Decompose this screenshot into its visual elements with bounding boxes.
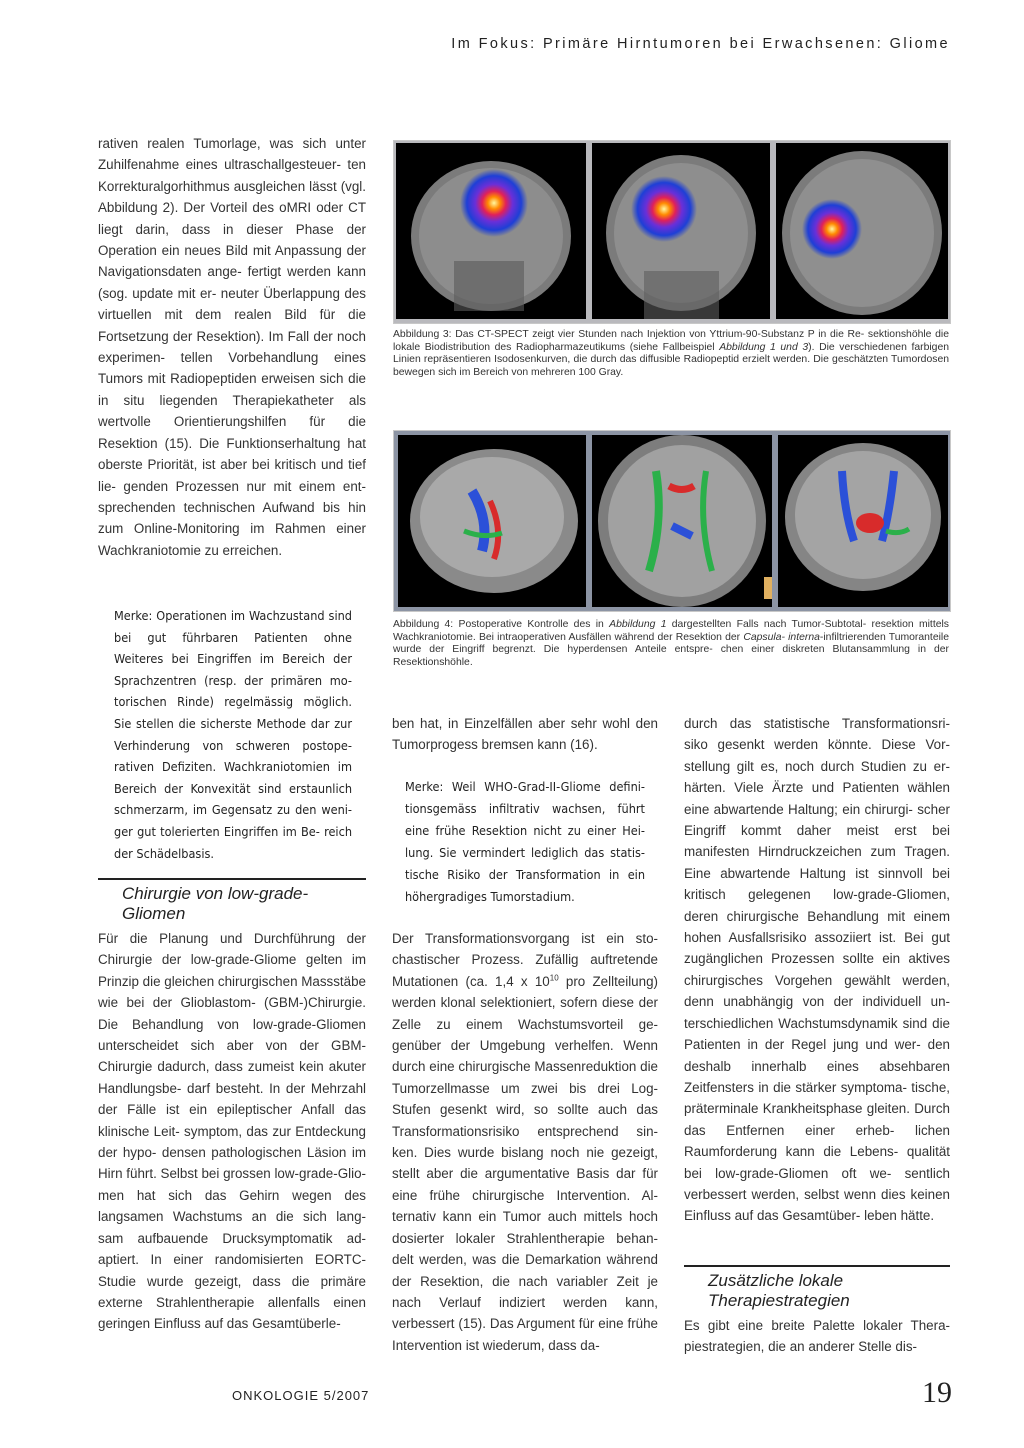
paragraph-text: Für die Planung und Durchführung der Chirurgie der low-grade-Gliome gelten im Prinzip die gleichen chirurgischen Massstäbe wie bei der Glioblastom- (GBM-)Chirurgie. Die Behandlung von low-grade-Gliomen unterscheidet sich aber von der GBM-Chirurgie dadurch, dass zumeist kein akuter Handlungsbe- darf besteht. In der Mehrzahl der Fälle ist ein epileptischer Anfall das klinische Leit- symptom, das zur Entdeckung der hypo- densen pathologischen Läsion im Hirn führt. Selbst bei grossen low-grade-Glio- men hat sich das Gehirn wegen des langsamen Wachstums an die sich lang- sam aufbauende Drucksymptomatik ad- aptiert. In einer randomisierten EORTC- Studie wurde gezeigt, dass die primäre externe Strahlentherapie allenfalls einen geringen Einfluss auf das Gesamtüberle- xyxy=(98,931,366,1332)
column2-paragraph2 xyxy=(392,928,658,1356)
figure3-caption: Abbildung 3: Das CT-SPECT zeigt vier Stunden nach Injektion von Yttrium-90-Substanz P in die Re- sektionshöhle die lokale Biodistribution des Radiopharmazeutikums (siehe Fallbeispiel Abbildung 1 und 3). Die verschiedenen farbigen Linien repräsentieren Isodosenkurven, die durch das diffusible Radiopeptid erzielt werden. Die geschätzten Tumordosen bewegen sich im Bereich von mehreren 100 Gray. xyxy=(393,329,949,378)
fiber-tract-red xyxy=(856,513,884,533)
column2-merke-box xyxy=(405,776,645,908)
figure3-ct-spect xyxy=(393,140,951,324)
column3-paragraph1 xyxy=(684,713,950,1227)
column2-paragraph1 xyxy=(392,713,658,756)
isodose-hotspot xyxy=(460,169,528,237)
ct-spect-panels xyxy=(394,141,950,323)
section-title-line: Therapiestrategien xyxy=(708,1291,850,1310)
isodose-hotspot xyxy=(631,176,697,242)
figure4-caption: Abbildung 4: Postoperative Kontrolle des in Abbildung 1 dargestellten Falls nach Tumor-Subtotal- resektion mittels Wachkraniotomie. Bei intraoperativen Ausfällen während der Resektion der Capsula- interna-infiltrierenden Tumoranteile wurde der Eingriff begrenzt. Die hyperdensen Anteile entspre- chen einer diskreten Blutansammlung in der Resektionshöhle. xyxy=(393,619,949,668)
column1-paragraph2 xyxy=(98,928,366,1335)
journal-issue: ONKOLOGIE 5/2007 xyxy=(232,1388,370,1403)
section-divider xyxy=(684,1265,950,1267)
fiber-tract-red xyxy=(669,486,694,490)
figure4-mri-tractography xyxy=(393,430,951,612)
paragraph-text: ben hat, in Einzelfällen aber sehr wohl den Tumorprogess bremsen kann (16). xyxy=(392,716,658,753)
column1-merke-box xyxy=(114,605,352,864)
section-divider xyxy=(98,878,366,880)
column3-paragraph2 xyxy=(684,1315,950,1358)
section-title-line: Zusätzliche lokale xyxy=(708,1271,844,1290)
section-title-line: Gliomen xyxy=(122,904,186,923)
mri-panels xyxy=(394,431,950,611)
paragraph-text: durch das statistische Transformationsri- siko gesenkt werden könnte. Diese Vor- stellung gilt es, noch durch Studien zu er- härten. Viele Ärzte und Patienten wählen eine abwartende Haltung; ein chirurgi- scher Eingriff kommt daher meist erst bei manifesten Hirndruckzeichen zum Tragen. Eine abwartende Haltung ist sinnvoll bei kritisch gelegenen low-grade-Gliomen, deren chirurgische Behandlung mit einem hohen Ausfallsrisiko assoziiert ist. Bei gut zugänglichen Prozessen sollte ein aktives chirurgisches Vorgehen gewählt werden, denn unabhängig von der individuell un- terschiedlichen Wachstumsdynamik sind die Patienten in der Regel jung und wer- den deshalb innerhalb eines absehbaren Zeitfensters in die stärker symptoma- tische, präterminale Krankheitsphase gleiten. Durch das Entfernen einer erheb- lichen Raumforderung kann die Lebens- qualität bei low-grade-Gliomen oft we- sentlich verbessert werden, selbst wenn dies keinen Einfluss auf das Gesamtüber- leben hätte. xyxy=(684,716,950,1224)
isodose-hotspot xyxy=(802,199,862,259)
paragraph-text: rativen realen Tumorlage, was sich unter Zuhilfenahme eines ultraschallgesteuer- ten Korrekturalgorhithmus ausgleichen lässt (vgl. Abbildung 2). Der Vorteil des oMRI oder CT liegt darin, dass in dieser Phase der Operation ein neues Bild mit Anpassung der Navigationsdaten ange- fertigt werden kann (sog. update mit er- neuter Überlappung des virtuellen mit dem realen Bild für die Fortsetzung der Resektion). Im Fall der noch experimen- tellen Vorbehandlung eines Tumors mit Radiopeptiden erweisen sich die in situ liegenden Therapiekatheter als wertvolle Orientierungshilfen für die Resektion (15). Die Funktionserhaltung hat oberste Priorität, ist aber bei kritisch und tief lie- genden Prozessen nur mit einem ent- sprechenden technischen Aufwand bis hin zum Online-Monitoring im Rahmen einer Wachkraniotomie zu erreichen. xyxy=(98,136,366,558)
section-title-chirurgie xyxy=(122,884,366,924)
section-title-lokale-therapie xyxy=(708,1271,950,1311)
page-number: 19 xyxy=(922,1376,952,1409)
section-title-line: Chirurgie von low-grade- xyxy=(122,884,309,903)
paragraph-text: Es gibt eine breite Palette lokaler Thera- piestrategien, die an anderer Stelle dis- xyxy=(684,1318,950,1355)
paragraph-text: Der Transformationsvorgang ist ein sto- chastischer Prozess. Zufällig auftretende Mutationen (ca. 1,4 x $10^{10}$ pro Zellteilung) werden klonal selektioniert, sofern diese der Zelle zu einem Wachstumsvorteil ge- genüber der Umgebung verhelfen. Wenn durch eine chirurgische Massenreduktion die Tumorzellmasse um zwei bis drei Log- Stufen gesenkt wird, so sollte auch das Transformationsrisiko entsprechend sin- ken. Dies wurde bislang noch nie gezeigt, stellt aber die argumentative Basis dar für eine frühe chirurgische Intervention. Al- ternativ kann ein Tumor auch mittels hoch dosierter lokaler Strahlentherapie behan- delt werden, was die Demarkation während der Resektion, die nach variabler Zeit je nach Verlauf indiziert werden kann, verbessert (15). Das Argument für eine frühe Intervention ist wiederum, dass da- xyxy=(392,931,658,1353)
column1-paragraph1 xyxy=(98,133,366,561)
running-title: Im Fokus: Primäre Hirntumoren bei Erwachsenen: Gliome xyxy=(451,36,950,52)
merke-text: Merke: Weil WHO-Grad-II-Gliome defini- tionsgemäss infiltrativ wachsen, führt eine frühe Resektion nicht zu einer Hei- lung. Sie vermindert lediglich das statis- tische Risiko der Transformation in ein höhergradiges Tumorstadium. xyxy=(405,779,645,904)
merke-text: Merke: Operationen im Wachzustand sind bei gut führbaren Patienten ohne Weiteres bei Eingriffen im Bereich der Sprachzentren (resp. der primären mo- torischen Rinde) regelmässig möglich. Sie stellen die sicherste Methode dar zur Verhinderung von schweren postope- rativen Defiziten. Wachkraniotomien im Bereich der Konvexität sind erstaunlich schmerzarm, im Gegensatz zu den weni- ger gut tolerierten Eingriffen im Be- reich der Schädelbasis. xyxy=(114,608,352,861)
orientation-figure-icon xyxy=(764,577,772,599)
